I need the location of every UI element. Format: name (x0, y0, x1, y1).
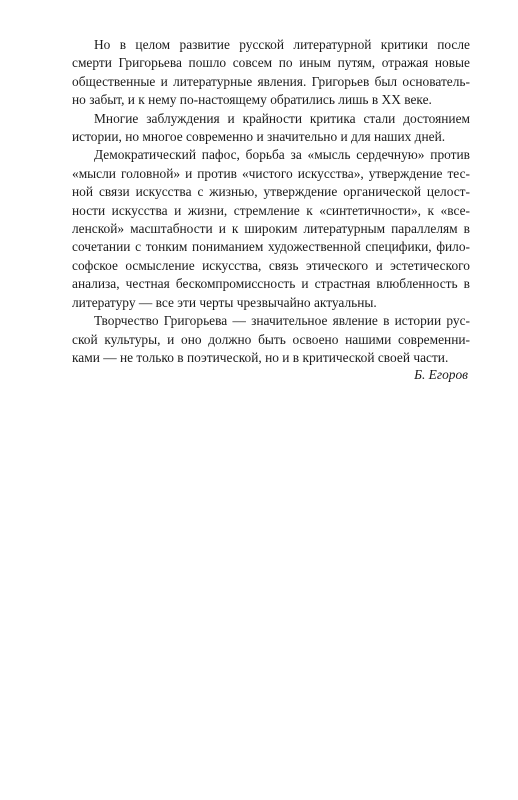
text-line: истории, но многое современно и значительно и для наших дней. (72, 129, 446, 145)
paragraph-1 (48, 36, 470, 110)
text-line: ной связи искусства с жизнью, утверждение органической целост- (72, 184, 470, 200)
paragraph-4 (48, 312, 470, 367)
paragraph-2 (48, 110, 470, 147)
text-line: общественные и литературные явления. Григорьев был основатель- (72, 73, 470, 89)
text-line: Творчество Григорьева — значительное явление в истории рус- (94, 313, 470, 329)
text-line: но забыт, и к нему по-настоящему обратились лишь в XX веке. (72, 92, 432, 108)
body-text (48, 36, 470, 367)
text-line: «мысли головной» и против «чистого искусства», утверждение тес- (72, 165, 470, 181)
text-line: ности искусства и жизни, стремление к «синтетичности», к «все- (72, 202, 470, 218)
text-line: ками — не только в поэтической, но и в критической своей части. (72, 349, 449, 365)
text-line: софское осмысление искусства, связь этического и эстетического (72, 257, 470, 273)
text-line: сочетании с тонким пониманием художественной специфики, фило- (72, 239, 470, 255)
paragraph-3 (48, 146, 470, 312)
text-line: Демократический пафос, борьба за «мысль сердечную» против (94, 147, 470, 163)
text-line: Но в целом развитие русской литературной критики после (94, 37, 470, 52)
text-line: ской культуры, и оно должно быть освоено нашими современни- (72, 331, 470, 347)
text-line: литературу — все эти черты чрезвычайно актуальны. (72, 294, 377, 310)
author-signature: Б. Егоров (414, 367, 468, 382)
text-line: смерти Григорьева пошло совсем по иным путям, отражая новые (72, 55, 470, 71)
text-line: анализа, честная бескомпромиссность и страстная влюбленность в (72, 276, 470, 292)
text-line: Многие заблуждения и крайности критика стали достоянием (94, 110, 470, 126)
text-line: ленской» масштабности и к широким литературным параллелям в (72, 221, 470, 237)
